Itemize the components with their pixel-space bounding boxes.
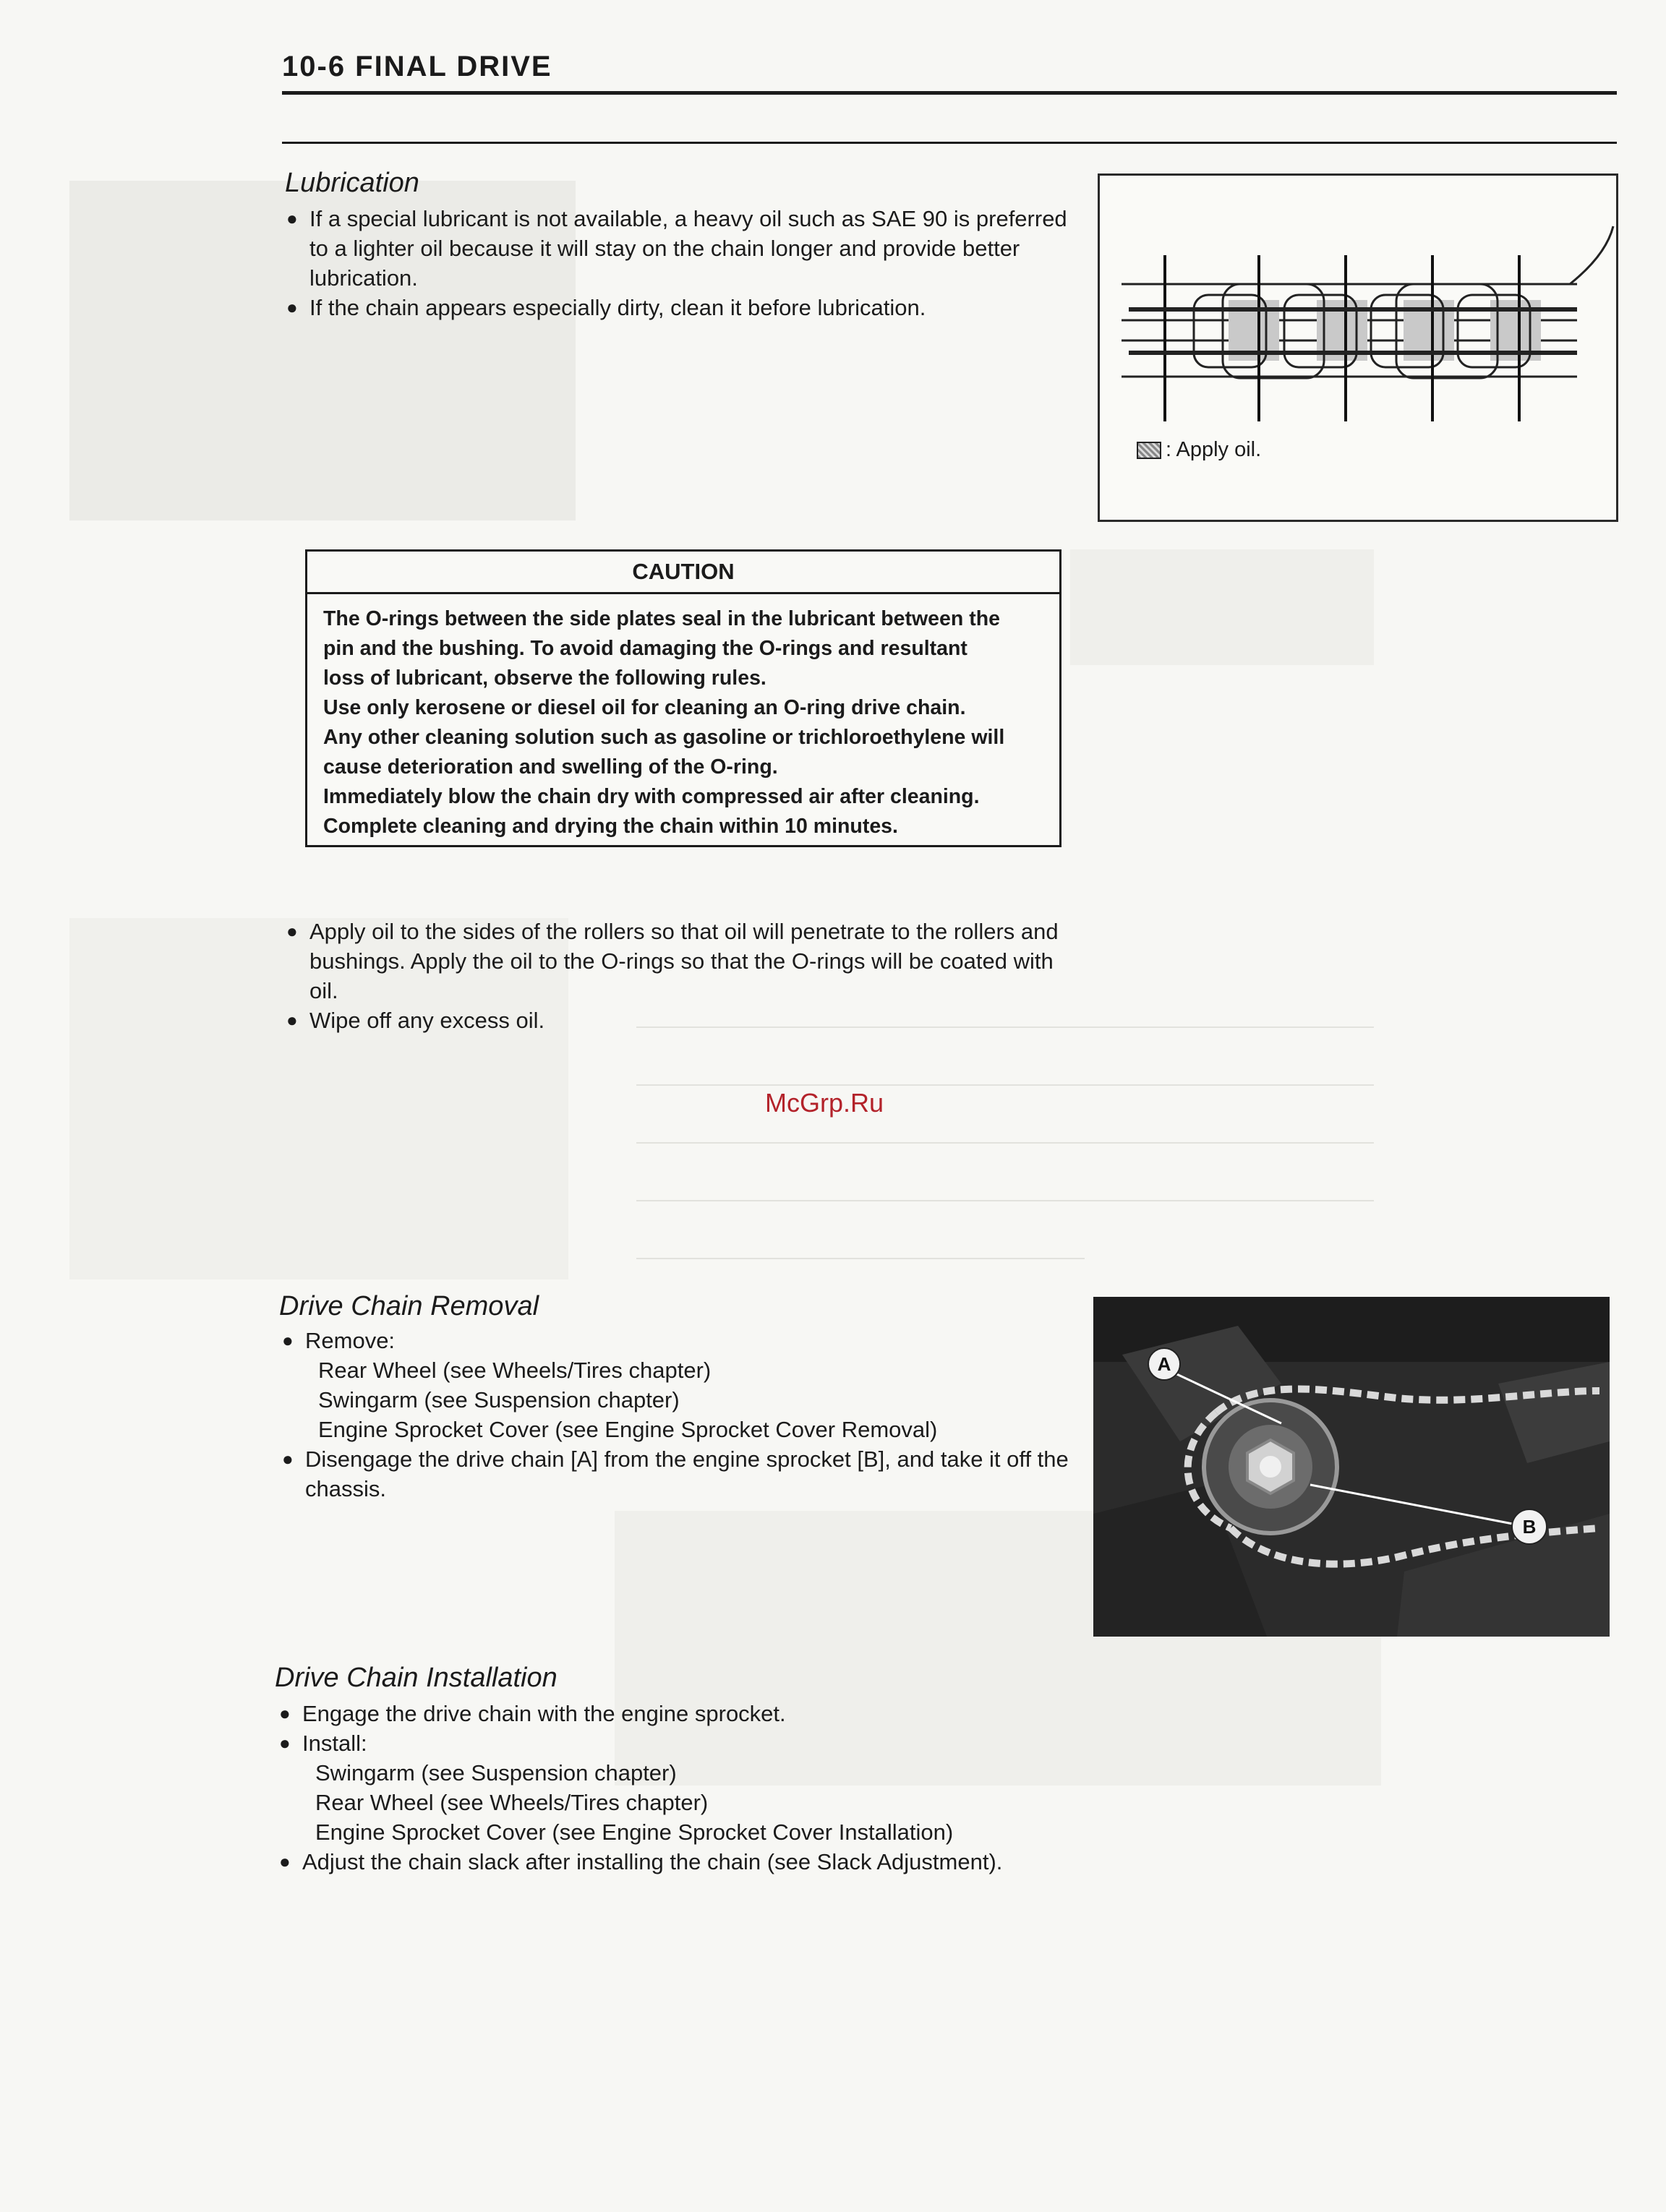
caution-heading: CAUTION <box>307 552 1059 594</box>
list-item: Engine Sprocket Cover (see Engine Sprocket Cover Installation) <box>315 1819 954 1845</box>
caution-line: pin and the bushing. To avoid damaging the O-rings and resultant <box>323 637 967 660</box>
list-item: Swingarm (see Suspension chapter) <box>315 1760 677 1786</box>
caution-line: cause deterioration and swelling of the O-ring. <box>323 755 778 779</box>
page-title: 10-6 FINAL DRIVE <box>282 51 552 82</box>
list-item: ● Engage the drive chain with the engine sprocket. <box>279 1699 1096 1728</box>
header-rule <box>282 91 1617 95</box>
list-item: ● Disengage the drive chain [A] from the engine sprocket [B], and take it off the chassis. <box>282 1444 1070 1504</box>
caution-line: The O-rings between the side plates seal in the lubricant between the <box>323 607 1000 630</box>
lubrication-list <box>286 204 1067 322</box>
list-item: ● If a special lubricant is not available, a heavy oil such as SAE 90 is preferred to a lighter oil because it will stay on the chain longer and provide better lubrication. <box>286 204 1067 293</box>
bleed-through-right-mid <box>1070 549 1374 665</box>
oil-legend-swatch <box>1137 442 1161 459</box>
figure-caption-text: : Apply oil. <box>1166 438 1262 461</box>
oil-steps-list <box>286 917 1067 1035</box>
bleed-through-line <box>636 1084 1374 1086</box>
bleed-through-line <box>636 1258 1085 1259</box>
photo-label-a: A <box>1157 1353 1171 1375</box>
watermark-text: McGrp.Ru <box>765 1088 884 1118</box>
list-item: Rear Wheel (see Wheels/Tires chapter) <box>315 1790 709 1815</box>
sprocket-photo-illustration <box>1093 1297 1610 1637</box>
chain-lubrication-figure <box>1098 173 1618 522</box>
list-item: ● Wipe off any excess oil. <box>286 1006 1067 1035</box>
chain-diagram <box>1100 176 1616 520</box>
caution-body <box>307 594 1059 852</box>
caution-line: loss of lubricant, observe the following rules. <box>323 666 766 690</box>
list-item: ● Apply oil to the sides of the rollers so that oil will penetrate to the rollers and bushings. Apply the oil to the O-rings so that the O-rings will be coated with oil. <box>286 917 1067 1006</box>
list-item: Rear Wheel (see Wheels/Tires chapter) <box>318 1358 712 1383</box>
caution-line: Any other cleaning solution such as gasoline or trichloroethylene will <box>323 726 1005 749</box>
caution-line: Use only kerosene or diesel oil for cleaning an O-ring drive chain. <box>323 696 966 719</box>
removal-steps <box>282 1326 1070 1504</box>
figure-caption <box>1137 438 1261 462</box>
installation-steps <box>279 1699 1096 1877</box>
bleed-through-line <box>636 1142 1374 1144</box>
list-item: Swingarm (see Suspension chapter) <box>318 1387 680 1412</box>
list-item: ● Install: <box>279 1728 1096 1758</box>
bleed-through-line <box>636 1200 1374 1201</box>
list-item: ● If the chain appears especially dirty, clean it before lubrication. <box>286 293 1067 322</box>
list-item: ● Remove: <box>282 1326 1070 1355</box>
drive-chain-photo <box>1093 1297 1610 1637</box>
lubrication-title: Lubrication <box>285 168 419 198</box>
list-item: Engine Sprocket Cover (see Engine Sprocket Cover Removal) <box>318 1417 938 1442</box>
header-rule <box>282 142 1617 144</box>
installation-title: Drive Chain Installation <box>275 1663 558 1693</box>
caution-line: Complete cleaning and drying the chain within 10 minutes. <box>323 815 898 838</box>
list-item: ● Adjust the chain slack after installing the chain (see Slack Adjustment). <box>279 1847 1096 1877</box>
caution-line: Immediately blow the chain dry with compressed air after cleaning. <box>323 785 980 808</box>
photo-label-b: B <box>1522 1516 1537 1538</box>
caution-box <box>305 549 1061 847</box>
removal-title: Drive Chain Removal <box>279 1291 539 1321</box>
